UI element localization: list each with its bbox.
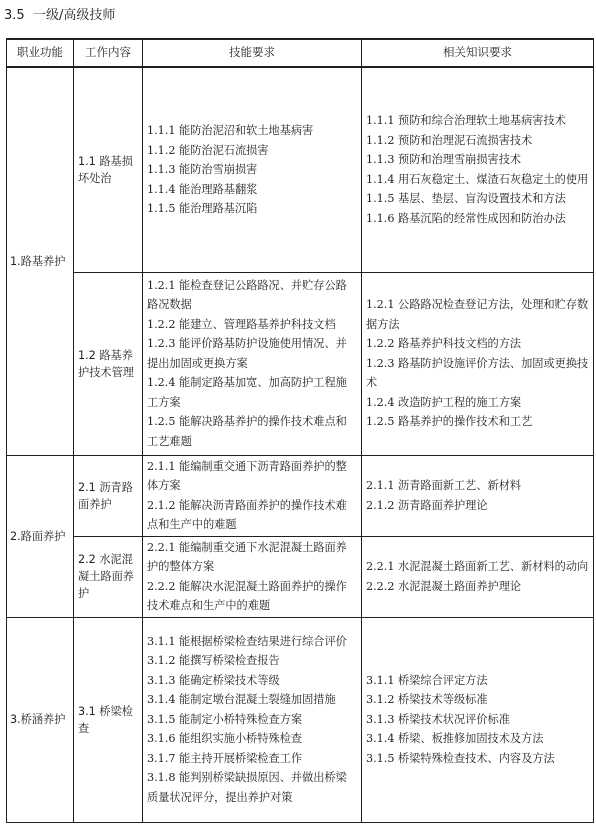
skill-item: 1.1.4 能治理路基翻浆 <box>147 182 258 196</box>
table-row <box>7 455 594 536</box>
skill-item: 3.1.4 能制定墩台混凝土裂缝加固措施 <box>147 693 336 707</box>
skill-item: 3.1.5 能制定小桥特殊检查方案 <box>147 712 303 726</box>
content-cell: 1.2 路基养护技术管理 <box>74 272 143 455</box>
skills-cell <box>143 272 362 455</box>
content-cell: 1.1 路基损坏处治 <box>74 67 143 272</box>
skill-item: 3.1.3 能确定桥梁技术等级 <box>147 673 280 687</box>
header-content: 工作内容 <box>74 39 143 67</box>
skill-item: 1.2.5 能解决路基养护的操作技术难点和工艺难题 <box>147 415 347 448</box>
knowledge-item: 1.1.2 预防和治理泥石流损害技术 <box>366 133 533 147</box>
function-cell: 3.桥涵养护 <box>7 617 74 822</box>
skills-cell <box>143 455 362 536</box>
knowledge-cell <box>362 617 594 822</box>
knowledge-cell <box>362 67 594 272</box>
knowledge-item: 2.1.1 沥青路面新工艺、新材料 <box>366 479 522 492</box>
skill-item: 1.1.5 能治理路基沉陷 <box>147 202 258 215</box>
skill-item: 2.1.1 能编制重交通下沥青路面养护的整体方案 <box>147 459 347 492</box>
skill-item: 1.2.2 能建立、管理路基养护科技文档 <box>147 317 336 331</box>
knowledge-item: 1.1.1 预防和综合治理软土地基病害技术 <box>366 114 566 128</box>
knowledge-item: 3.1.2 桥梁技术等级标准 <box>366 693 488 707</box>
skill-item: 1.2.4 能制定路基加宽、加高防护工程施工方案 <box>147 376 347 409</box>
skill-item: 1.1.2 能防治泥石流损害 <box>147 143 269 157</box>
skills-table <box>6 38 594 823</box>
function-cell: 1.路基养护 <box>7 67 74 455</box>
knowledge-item: 1.2.1 公路路况检查登记方法，处理和贮存数据方法 <box>366 298 589 331</box>
knowledge-item: 3.1.5 桥梁特殊检查技术、内容及方法 <box>366 751 555 765</box>
skill-item: 1.1.1 能防治泥沼和软土地基病害 <box>147 124 314 137</box>
knowledge-item: 3.1.1 桥梁综合评定方法 <box>366 673 488 687</box>
header-row <box>7 39 594 67</box>
knowledge-item: 2.2.1 水泥混凝土路面新工艺、新材料的动向 <box>366 560 589 573</box>
skill-item: 3.1.7 能主持开展桥梁检查工作 <box>147 751 303 765</box>
knowledge-item: 3.1.3 桥梁技术状况评价标准 <box>366 712 510 726</box>
knowledge-item: 1.2.3 路基防护设施评价方法、加固或更换技术 <box>366 356 589 390</box>
knowledge-cell <box>362 536 594 617</box>
knowledge-item: 2.2.2 水泥混凝土路面养护理论 <box>366 579 522 593</box>
header-knowledge: 相关知识要求 <box>362 39 594 67</box>
content-cell: 3.1 桥梁检查 <box>74 617 143 822</box>
skills-cell <box>143 617 362 822</box>
skill-item: 1.2.1 能检查登记公路路况、并贮存公路路况数据 <box>147 278 347 312</box>
knowledge-cell <box>362 455 594 536</box>
skills-cell <box>143 67 362 272</box>
knowledge-item: 2.1.2 沥青路面养护理论 <box>366 498 488 512</box>
knowledge-item: 1.2.4 改造防护工程的施工方案 <box>366 395 522 409</box>
skill-item: 1.1.3 能防治雪崩损害 <box>147 163 258 176</box>
knowledge-item: 1.2.2 路基养护科技文档的方法 <box>366 337 522 351</box>
skill-item: 2.1.2 能解决沥青路面养护的操作技术难点和生产中的难题 <box>147 498 347 531</box>
content-cell: 2.2 水泥混凝土路面养护 <box>74 536 143 617</box>
section-heading <box>4 4 115 23</box>
skill-item: 3.1.8 能判别桥梁缺损原因、并做出桥梁质量状况评分，提出养护对策 <box>147 771 347 804</box>
header-skills: 技能要求 <box>143 39 362 67</box>
content-cell: 2.1 沥青路面养护 <box>74 455 143 536</box>
skills-cell <box>143 536 362 617</box>
header-function: 职业功能 <box>7 39 74 67</box>
knowledge-cell <box>362 272 594 455</box>
skill-item: 1.2.3 能评价路基防护设施使用情况、并提出加固或更换方案 <box>147 337 347 370</box>
skill-item: 2.2.2 能解决水泥混凝土路面养护的操作技术难点和生产中的难题 <box>147 579 347 612</box>
table-row <box>7 536 594 617</box>
knowledge-item: 1.2.5 路基养护的操作技术和工艺 <box>366 415 533 429</box>
skill-item: 2.2.1 能编制重交通下水泥混凝土路面养护的整体方案 <box>147 540 347 573</box>
skill-item: 3.1.1 能根据桥梁检查结果进行综合评价 <box>147 634 347 648</box>
knowledge-item: 3.1.4 桥梁、板推修加固技术及方法 <box>366 732 544 746</box>
section-title: 一级/高级技师 <box>32 8 116 23</box>
skill-item: 3.1.6 能组织实施小桥特殊检查 <box>147 732 303 746</box>
table-row <box>7 272 594 455</box>
section-number: 3.5 <box>4 8 25 23</box>
table-row <box>7 617 594 822</box>
knowledge-item: 1.1.4 用石灰稳定土、煤渣石灰稳定土的使用 <box>366 172 589 186</box>
table-row <box>7 67 594 272</box>
knowledge-item: 1.1.3 预防和治理雪崩损害技术 <box>366 153 522 167</box>
knowledge-item: 1.1.6 路基沉陷的经常性成因和防治办法 <box>366 211 566 225</box>
knowledge-item: 1.1.5 基层、垫层、盲沟设置技术和方法 <box>366 192 566 206</box>
function-cell: 2.路面养护 <box>7 455 74 617</box>
skill-item: 3.1.2 能撰写桥梁检查报告 <box>147 654 280 668</box>
